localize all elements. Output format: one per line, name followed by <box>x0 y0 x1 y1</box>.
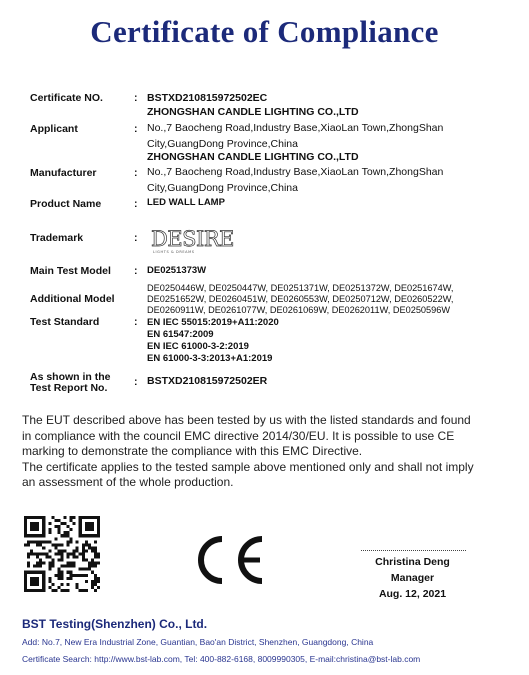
colon: : <box>134 316 138 328</box>
test-standard-line3: EN IEC 61000-3-2:2019 <box>147 341 249 352</box>
report-no-value: BSTXD210815972502ER <box>147 375 268 387</box>
colon: : <box>134 376 138 388</box>
colon: : <box>134 198 138 210</box>
certificate-no-label: Certificate NO. <box>30 92 103 104</box>
colon: : <box>134 232 138 244</box>
colon: : <box>134 265 138 277</box>
test-standard-label: Test Standard <box>30 316 100 328</box>
additional-model-line3: DE0260911W, DE0261077W, DE0261069W, DE0262011W, DE0250596W <box>147 305 451 315</box>
qr-code-graphic <box>24 516 100 592</box>
issuer-company: BST Testing(Shenzhen) Co., Ltd. <box>22 617 208 631</box>
test-standard-line1: EN IEC 55015:2019+A11:2020 <box>147 317 279 328</box>
manufacturer-name: ZHONGSHAN CANDLE LIGHTING CO.,LTD <box>147 151 359 163</box>
desire-logo-icon <box>151 224 234 258</box>
applicant-label: Applicant <box>30 123 78 135</box>
applicant-address-line2: City,GuangDong Province,China <box>147 138 298 150</box>
applicant-name: ZHONGSHAN CANDLE LIGHTING CO.,LTD <box>147 106 359 118</box>
trademark-logo <box>151 224 234 263</box>
additional-model-line1: DE0250446W, DE0250447W, DE0251371W, DE0251372W, DE0251674W, <box>147 283 454 293</box>
report-no-label-line2: Test Report No. <box>30 382 108 394</box>
issuer-address: Add: No.7, New Era Industrial Zone, Guantian, Bao'an District, Shenzhen, Guangdong, China <box>22 637 374 647</box>
applicant-address-line1: No.,7 Baocheng Road,Industry Base,XiaoLan Town,ZhongShan <box>147 122 444 134</box>
colon: : <box>134 167 138 179</box>
statement-line: an assessment of the whole production. <box>22 475 234 489</box>
colon: : <box>134 92 138 104</box>
trademark-label: Trademark <box>30 232 84 244</box>
signature-date: Aug. 12, 2021 <box>378 588 447 600</box>
certificate-title: Certificate of Compliance <box>90 14 439 49</box>
statement-line: The EUT described above has been tested by us with the listed standards and found <box>22 413 471 427</box>
manufacturer-address-line1: No.,7 Baocheng Road,Industry Base,XiaoLan Town,ZhongShan <box>147 166 444 178</box>
certificate-no-value: BSTXD210815972502EC <box>147 92 268 104</box>
report-no-label-line1: As shown in the <box>30 371 111 383</box>
ce-mark-icon <box>192 535 268 590</box>
product-name-label: Product Name <box>30 198 102 210</box>
manufacturer-address-line2: City,GuangDong Province,China <box>147 182 298 194</box>
test-standard-line2: EN 61547:2009 <box>147 329 214 340</box>
statement-line: in compliance with the council EMC directive 2014/30/EU. It is possible to use CE <box>22 428 455 443</box>
main-test-model-value: DE0251373W <box>147 265 207 276</box>
ce-logo <box>192 535 268 585</box>
manufacturer-label: Manufacturer <box>30 167 97 179</box>
test-standard-line4: EN 61000-3-3:2013+A1:2019 <box>147 353 273 364</box>
signature-line <box>361 550 466 551</box>
signatory-title: Manager <box>390 572 435 584</box>
statement-line: The certificate applies to the tested sample above mentioned only and shall not imply <box>22 459 474 474</box>
signatory-name: Christina Deng <box>375 556 450 568</box>
issuer-contact: Certificate Search: http://www.bst-lab.com, Tel: 400-882-6168, 8009990305, E-mail:christina@bst-lab.com <box>22 654 421 664</box>
logo-tagline: LIGHTS & DREAMS <box>153 250 195 254</box>
product-name-value: LED WALL LAMP <box>147 197 225 208</box>
colon: : <box>134 123 138 135</box>
additional-model-line2: DE0251652W, DE0260451W, DE0260553W, DE0250712W, DE0260522W, <box>147 294 454 304</box>
logo-wordmark: DESIRE <box>151 227 234 251</box>
main-test-model-label: Main Test Model <box>30 265 111 277</box>
qr-code-icon <box>24 516 100 597</box>
additional-model-label: Additional Model <box>30 293 115 305</box>
statement-line: marking to demonstrate the compliance with this EMC Directive. <box>22 444 363 458</box>
compliance-statement <box>22 413 502 491</box>
